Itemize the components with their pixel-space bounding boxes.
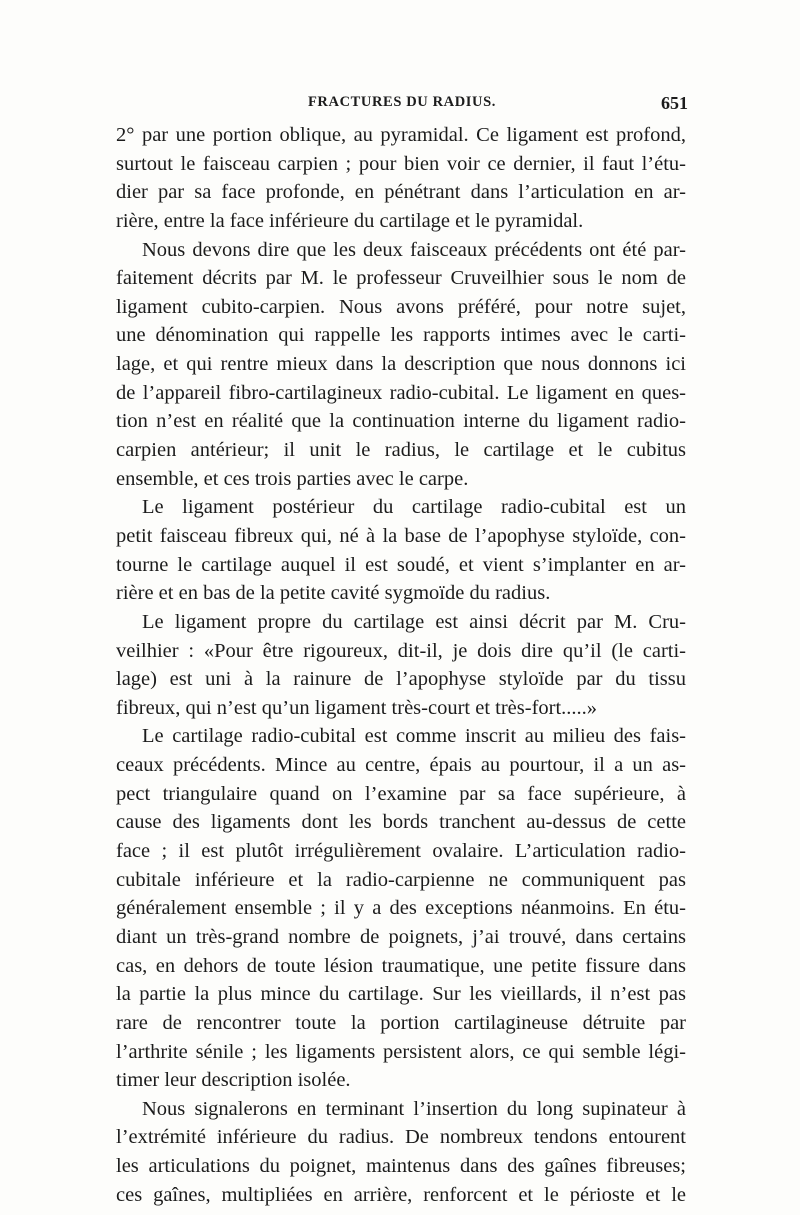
text-line: rare de rencontrer toute la portion cartilagineuse détruite par (116, 1011, 686, 1034)
text-line: carpien antérieur; il unit le radius, le cartilage et le cubitus (116, 439, 686, 462)
text-line: Le ligament propre du cartilage est ainsi décrit par M. Cru- (142, 610, 686, 633)
text-line: Le ligament postérieur du cartilage radio-cubital est un (142, 496, 686, 519)
text-line: l’arthrite sénile ; les ligaments persistent alors, ce qui semble légi- (116, 1040, 686, 1063)
body-text (116, 121, 686, 1209)
text-line: ensemble, et ces trois parties avec le carpe. (116, 467, 469, 490)
text-line: faitement décrits par M. le professeur Cruveilhier sous le nom de (116, 267, 686, 290)
text-line: Le cartilage radio-cubital est comme inscrit au milieu des fais- (142, 725, 686, 748)
text-line: Nous devons dire que les deux faisceaux précédents ont été par- (142, 238, 686, 261)
text-line: l’extrémité inférieure du radius. De nombreux tendons entourent (116, 1126, 686, 1149)
text-line: ligament cubito-carpien. Nous avons préféré, pour notre sujet, (116, 295, 686, 318)
text-line: cas, en dehors de toute lésion traumatique, une petite fissure dans (116, 954, 686, 977)
text-line: petit faisceau fibreux qui, né à la base de l’apophyse styloïde, con- (116, 524, 686, 547)
text-line: diant un très-grand nombre de poignets, j’ai trouvé, dans certains (116, 925, 686, 948)
page-number: 651 (661, 93, 688, 113)
text-line: cubitale inférieure et la radio-carpienne ne communiquent pas (116, 868, 686, 891)
text-line: fibreux, qui n’est qu’un ligament très-court et très-fort.....» (116, 696, 598, 719)
text-line: la partie la plus mince du cartilage. Sur les vieillards, il n’est pas (116, 983, 686, 1006)
text-line: une dénomination qui rappelle les rapports intimes avec le carti- (116, 324, 686, 347)
text-line: rière et en bas de la petite cavité sygmoïde du radius. (116, 582, 551, 605)
running-head (116, 94, 688, 116)
running-title: FRACTURES DU RADIUS. (307, 94, 497, 110)
text-line: les articulations du poignet, maintenus dans des gaînes fibreuses; (116, 1155, 686, 1178)
text-line: ces gaînes, multipliées en arrière, renforcent et le périoste et le (116, 1183, 686, 1206)
text-line: dier par sa face profonde, en pénétrant dans l’articulation en ar- (116, 181, 686, 204)
text-line: ceaux précédents. Mince au centre, épais au pourtour, il a un as- (116, 754, 686, 777)
text-line: rière, entre la face inférieure du cartilage et le pyramidal. (116, 209, 584, 232)
text-line: face ; il est plutôt irrégulièrement ovalaire. L’articulation radio- (116, 840, 686, 863)
text-line: tourne le cartilage auquel il est soudé, et vient s’implanter en ar- (116, 553, 686, 576)
text-line: lage) est uni à la rainure de l’apophyse styloïde par du tissu (116, 668, 686, 691)
text-line: lage, et qui rentre mieux dans la description que nous donnons ici (116, 353, 686, 376)
text-line: surtout le faisceau carpien ; pour bien voir ce dernier, il faut l’étu- (116, 152, 686, 175)
text-line: veilhier : «Pour être rigoureux, dit-il, je dois dire qu’il (le carti- (116, 639, 686, 662)
text-line: cause des ligaments dont les bords tranchent au-dessus de cette (116, 811, 686, 834)
text-line: 2° par une portion oblique, au pyramidal. Ce ligament est profond, (116, 124, 686, 146)
text-line: Nous signalerons en terminant l’insertion du long supinateur à (142, 1097, 686, 1120)
text-line: pect triangulaire quand on l’examine par sa face supérieure, à (116, 782, 686, 805)
text-line: généralement ensemble ; il y a des exceptions néanmoins. En étu- (116, 897, 686, 920)
text-line: timer leur description isolée. (116, 1069, 351, 1092)
text-line: tion n’est en réalité que la continuation interne du ligament radio- (116, 410, 686, 433)
text-line: de l’appareil fibro-cartilagineux radio-cubital. Le ligament en ques- (116, 381, 686, 404)
